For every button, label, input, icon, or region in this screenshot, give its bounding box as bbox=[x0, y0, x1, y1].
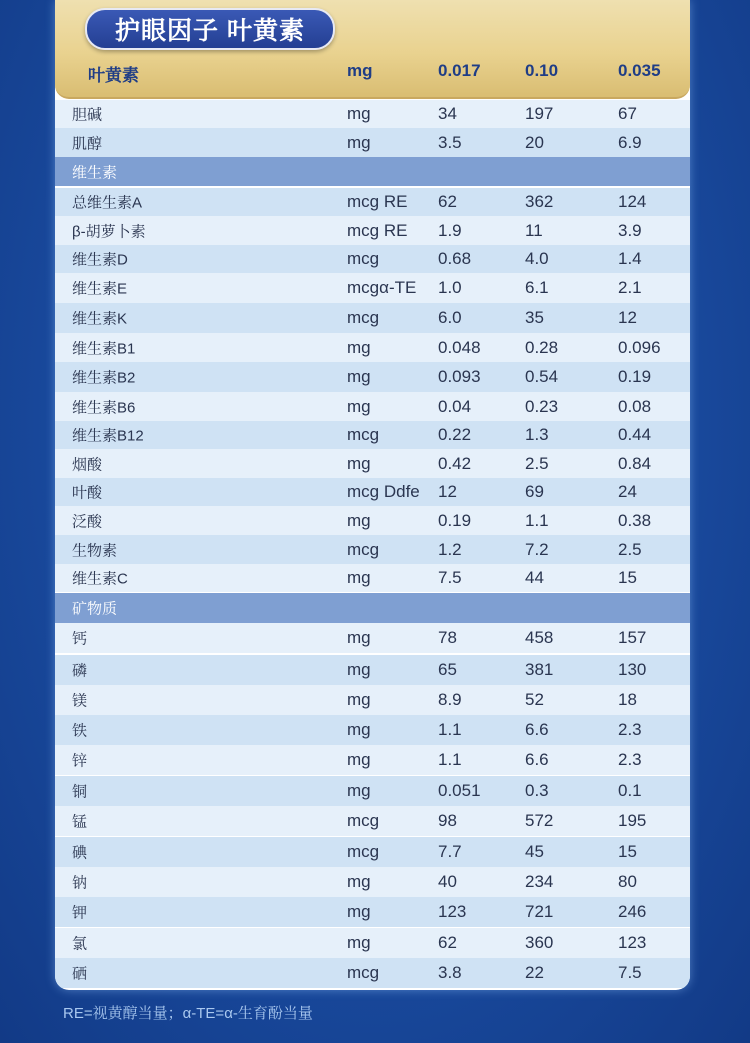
nutrient-name: 镁 bbox=[72, 692, 88, 710]
nutrient-name: 锌 bbox=[72, 752, 88, 770]
value-cell-2: 2.5 bbox=[525, 453, 549, 473]
value-cell-3: 0.44 bbox=[618, 425, 652, 444]
table-row bbox=[55, 245, 690, 273]
value-cell-1: 1.0 bbox=[438, 278, 462, 297]
value-cell-1: 65 bbox=[438, 660, 457, 679]
unit-cell: mg bbox=[347, 337, 371, 357]
nutrient-name: 维生素C bbox=[72, 570, 128, 588]
table-row bbox=[55, 685, 690, 715]
table-row bbox=[55, 333, 690, 362]
nutrient-name: 维生素E bbox=[72, 280, 128, 298]
table-row bbox=[55, 421, 690, 449]
value-cell-1: 3.8 bbox=[438, 963, 462, 982]
value-cell-3: 130 bbox=[618, 660, 647, 679]
value-cell-1: 12 bbox=[438, 482, 457, 501]
nutrient-name: 叶酸 bbox=[72, 484, 103, 502]
lutein-unit: mg bbox=[347, 61, 373, 80]
unit-cell: mcgα-TE bbox=[347, 278, 417, 297]
nutrient-name: 硒 bbox=[72, 965, 88, 983]
table-row bbox=[55, 837, 690, 867]
value-cell-2: 22 bbox=[525, 963, 544, 982]
nutrient-name: 碘 bbox=[72, 844, 88, 862]
nutrient-name: 烟酸 bbox=[72, 456, 103, 473]
value-cell-1: 0.19 bbox=[438, 510, 472, 530]
nutrient-name: 氯 bbox=[72, 935, 88, 953]
nutrient-name: 生物素 bbox=[72, 542, 118, 559]
nutrient-name: 维生素K bbox=[72, 310, 128, 328]
table-row bbox=[55, 958, 690, 988]
value-cell-2: 45 bbox=[525, 842, 544, 861]
nutrient-name: 总维生素A bbox=[72, 194, 143, 212]
table-row bbox=[55, 806, 690, 836]
value-cell-2: 0.23 bbox=[525, 396, 559, 416]
unit-cell: mg bbox=[347, 872, 371, 891]
section-vitamins bbox=[55, 157, 690, 186]
value-cell-3: 124 bbox=[618, 192, 647, 211]
nutrient-name: 维生素B6 bbox=[72, 399, 136, 416]
value-cell-3: 0.19 bbox=[618, 367, 652, 386]
value-cell-1: 62 bbox=[438, 192, 457, 211]
table-row bbox=[55, 776, 690, 806]
value-cell-2: 1.3 bbox=[525, 425, 549, 444]
value-cell-1: 0.42 bbox=[438, 453, 472, 473]
value-cell-1: 40 bbox=[438, 872, 457, 891]
nutrient-name: 肌醇 bbox=[72, 135, 103, 152]
value-cell-2: 4.0 bbox=[525, 249, 549, 268]
unit-cell: mg bbox=[347, 660, 371, 679]
unit-cell: mg bbox=[347, 781, 371, 800]
value-cell-2: 69 bbox=[525, 482, 544, 501]
value-cell-3: 0.08 bbox=[618, 396, 652, 416]
value-cell-3: 2.3 bbox=[618, 750, 642, 769]
unit-cell: mg bbox=[347, 510, 371, 530]
value-cell-2: 381 bbox=[525, 660, 554, 679]
value-cell-2: 197 bbox=[525, 104, 554, 123]
unit-cell: mcg RE bbox=[347, 220, 408, 240]
value-cell-1: 0.68 bbox=[438, 249, 472, 268]
table-row bbox=[55, 449, 690, 478]
unit-cell: mcg Ddfe bbox=[347, 482, 420, 501]
nutrient-name: 维生素B1 bbox=[72, 340, 136, 357]
value-cell-3: 15 bbox=[618, 842, 637, 861]
value-cell-1: 1.1 bbox=[438, 750, 462, 769]
unit-cell: mcg bbox=[347, 308, 380, 327]
value-cell-3: 15 bbox=[618, 568, 637, 587]
value-cell-3: 0.1 bbox=[618, 781, 642, 800]
nutrition-panel bbox=[55, 0, 690, 990]
unit-cell: mg bbox=[347, 367, 371, 386]
value-cell-3: 0.38 bbox=[618, 510, 652, 530]
value-cell-1: 62 bbox=[438, 933, 457, 952]
lutein-name: 叶黄素 bbox=[88, 66, 139, 85]
section-label: 矿物质 bbox=[72, 600, 118, 618]
footnote: RE=视黄醇当量；α-TE=α-生育酚当量 bbox=[63, 1005, 313, 1022]
nutrient-name: β-胡萝卜素 bbox=[72, 223, 146, 240]
value-cell-3: 195 bbox=[618, 811, 647, 830]
section-minerals bbox=[55, 593, 690, 623]
value-cell-2: 6.6 bbox=[525, 750, 549, 769]
value-cell-1: 1.2 bbox=[438, 539, 462, 559]
value-cell-1: 0.04 bbox=[438, 396, 472, 416]
value-cell-1: 34 bbox=[438, 104, 457, 123]
value-cell-2: 35 bbox=[525, 308, 544, 327]
unit-cell: mcg bbox=[347, 249, 380, 268]
value-cell-1: 3.5 bbox=[438, 132, 462, 152]
value-cell-2: 20 bbox=[525, 132, 544, 152]
lutein-value-1: 0.017 bbox=[438, 61, 481, 80]
table-row bbox=[55, 928, 690, 958]
value-cell-1: 1.9 bbox=[438, 220, 462, 240]
value-cell-3: 24 bbox=[618, 482, 637, 501]
unit-cell: mg bbox=[347, 453, 371, 473]
table-row bbox=[55, 362, 690, 392]
table-row bbox=[55, 655, 690, 685]
unit-cell: mg bbox=[347, 720, 371, 739]
unit-cell: mg bbox=[347, 568, 371, 587]
value-cell-1: 7.7 bbox=[438, 842, 462, 861]
unit-cell: mg bbox=[347, 690, 371, 709]
lutein-value-2: 0.10 bbox=[525, 61, 559, 80]
value-cell-1: 98 bbox=[438, 811, 457, 830]
table-row bbox=[55, 303, 690, 333]
table-row bbox=[55, 273, 690, 303]
value-cell-3: 7.5 bbox=[618, 963, 642, 982]
value-cell-2: 6.1 bbox=[525, 278, 549, 297]
table-row bbox=[55, 128, 690, 157]
value-cell-3: 1.4 bbox=[618, 249, 642, 268]
value-cell-2: 721 bbox=[525, 902, 554, 921]
value-cell-3: 3.9 bbox=[618, 220, 642, 240]
value-cell-3: 18 bbox=[618, 690, 637, 709]
nutrient-name: 锰 bbox=[72, 813, 88, 831]
value-cell-1: 78 bbox=[438, 628, 457, 647]
value-cell-2: 11 bbox=[525, 220, 543, 240]
unit-cell: mg bbox=[347, 628, 371, 647]
nutrient-name: 维生素D bbox=[72, 251, 128, 269]
value-cell-3: 0.096 bbox=[618, 337, 661, 357]
nutrient-name: 维生素B12 bbox=[72, 427, 144, 445]
unit-cell: mg bbox=[347, 132, 371, 152]
value-cell-1: 0.048 bbox=[438, 337, 481, 357]
value-cell-2: 44 bbox=[525, 568, 544, 587]
value-cell-1: 7.5 bbox=[438, 568, 462, 587]
value-cell-1: 123 bbox=[438, 902, 467, 921]
table-row bbox=[55, 535, 690, 564]
unit-cell: mg bbox=[347, 933, 371, 952]
nutrient-name: 钾 bbox=[72, 904, 88, 922]
table-row bbox=[55, 715, 690, 745]
value-cell-1: 0.051 bbox=[438, 781, 481, 800]
nutrient-name: 铁 bbox=[72, 722, 88, 740]
table-row bbox=[55, 506, 690, 535]
value-cell-3: 80 bbox=[618, 872, 637, 891]
nutrient-name: 钠 bbox=[72, 874, 88, 892]
value-cell-2: 0.54 bbox=[525, 367, 559, 386]
value-cell-2: 234 bbox=[525, 872, 554, 891]
table-row bbox=[55, 100, 690, 128]
unit-cell: mcg bbox=[347, 539, 380, 559]
table-row bbox=[55, 867, 690, 897]
unit-cell: mg bbox=[347, 750, 371, 769]
value-cell-2: 0.28 bbox=[525, 337, 559, 357]
value-cell-2: 572 bbox=[525, 811, 554, 830]
value-cell-3: 6.9 bbox=[618, 132, 642, 152]
table-row bbox=[55, 745, 690, 775]
value-cell-1: 6.0 bbox=[438, 308, 462, 327]
unit-cell: mcg bbox=[347, 425, 380, 444]
section-title-badge: 护眼因子 叶黄素 bbox=[85, 8, 335, 50]
value-cell-3: 0.84 bbox=[618, 453, 652, 473]
nutrient-name: 胆碱 bbox=[72, 106, 103, 124]
value-cell-3: 12 bbox=[618, 308, 637, 327]
value-cell-2: 360 bbox=[525, 933, 554, 952]
value-cell-3: 2.1 bbox=[618, 278, 642, 297]
value-cell-3: 246 bbox=[618, 902, 647, 921]
unit-cell: mcg bbox=[347, 842, 380, 861]
unit-cell: mg bbox=[347, 902, 371, 921]
lutein-row bbox=[55, 61, 690, 85]
table-row bbox=[55, 897, 690, 927]
value-cell-2: 52 bbox=[525, 690, 544, 709]
table-row bbox=[55, 478, 690, 506]
unit-cell: mg bbox=[347, 104, 371, 123]
value-cell-1: 1.1 bbox=[438, 720, 462, 739]
unit-cell: mg bbox=[347, 396, 371, 416]
unit-cell: mcg bbox=[347, 963, 380, 982]
value-cell-3: 157 bbox=[618, 628, 647, 647]
nutrient-name: 磷 bbox=[72, 662, 88, 680]
unit-cell: mcg bbox=[347, 811, 380, 830]
table-row bbox=[55, 188, 690, 216]
table-row bbox=[55, 216, 690, 245]
nutrient-name: 泛酸 bbox=[72, 513, 103, 530]
value-cell-2: 362 bbox=[525, 192, 554, 211]
value-cell-2: 0.3 bbox=[525, 781, 549, 800]
lutein-header-band bbox=[55, 0, 690, 99]
value-cell-2: 1.1 bbox=[525, 510, 549, 530]
nutrient-name: 铜 bbox=[72, 783, 88, 801]
value-cell-2: 7.2 bbox=[525, 539, 549, 559]
section-label: 维生素 bbox=[72, 164, 118, 181]
table-row bbox=[55, 564, 690, 592]
value-cell-3: 2.5 bbox=[618, 539, 642, 559]
value-cell-2: 6.6 bbox=[525, 720, 549, 739]
nutrient-name: 钙 bbox=[72, 630, 88, 648]
value-cell-2: 458 bbox=[525, 628, 554, 647]
table-row bbox=[55, 623, 690, 653]
value-cell-1: 0.22 bbox=[438, 425, 472, 444]
value-cell-1: 0.093 bbox=[438, 367, 481, 386]
lutein-value-3: 0.035 bbox=[618, 61, 661, 80]
value-cell-1: 8.9 bbox=[438, 690, 462, 709]
unit-cell: mcg RE bbox=[347, 192, 408, 211]
value-cell-3: 67 bbox=[618, 104, 637, 123]
nutrient-name: 维生素B2 bbox=[72, 369, 136, 387]
value-cell-3: 2.3 bbox=[618, 720, 642, 739]
table-row bbox=[55, 392, 690, 421]
value-cell-3: 123 bbox=[618, 933, 647, 952]
